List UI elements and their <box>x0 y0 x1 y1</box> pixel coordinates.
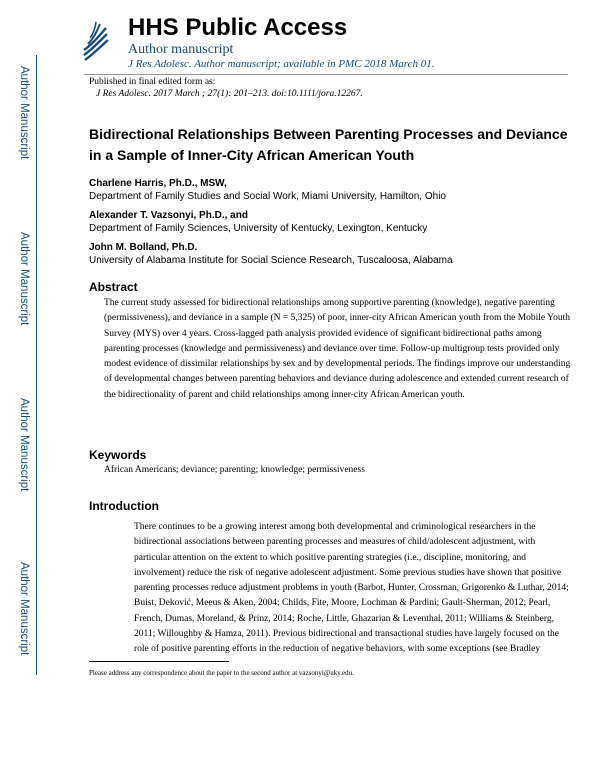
introduction-heading: Introduction <box>89 499 159 513</box>
hhs-title: HHS Public Access <box>128 14 348 41</box>
article-title: Bidirectional Relationships Between Parenting Processes and Deviance in a Sample of Inner-City African American Youth <box>89 126 568 163</box>
keywords-heading: Keywords <box>89 448 147 462</box>
sidebar-label: Author Manuscript <box>18 66 30 160</box>
journal-availability: J Res Adolesc. Author manuscript; available in PMC 2018 March 01. <box>128 58 435 70</box>
hhs-eagle-logo-icon <box>80 20 110 62</box>
sidebar-label: Author Manuscript <box>18 232 30 326</box>
abstract-text: The current study assessed for bidirectional relationships among supportive parenting (knowledge), negative parenting (permissiveness), and deviance in a sample (N = 5,325) of poor, inner-city African American youth from the Mobile Youth Survey (MYS) over 4 years. Cross-lagged path analysis provided evidence of significant bidirectional paths among parenting processes (knowledge and permissiveness) and deviance over time. Follow-up multigroup tests provided only modest evidence of dissimilar relationships by sex and by developmental periods. The findings improve our understanding of developmental changes between parenting behaviors and deviance during adolescence and extended current research of the bidirectionality of parent and child relationships among inner-city African American youth. <box>104 298 571 400</box>
citation: J Res Adolesc. 2017 March ; 27(1): 201–213. doi:10.1111/jora.12267. <box>96 89 363 99</box>
introduction-text: There continues to be a growing interest among both developmental and criminological researchers in the bidirectional associations between parenting processes and measures of child/adolescent adjustment, with particular attention on the extent to which positive parenting strategies (i.e., discipline, monitoring, and involvement) reduce the risk of negative adolescent adjustment. Some previous studies have shown that positive parenting processes reduce adjustment problems in youth (Barbot, Hunter, Crossman, Grigorenko & Luthar, 2014; Buist, Deković, Meeus & Aken, 2004; Childs, Fite, Moore, Lochman & Pardini; Gault-Sherman, 2012; Pearl, French, Dumas, Moreland, & Prinz, 2014; Roche, Little, Ghazarian & Leventhal, 2011; Williams & Steinberg, 2011; Willoughby & Hamza, 2011). Previous bidirectional and transactional studies have largely focused on the role of positive parenting efforts in the reduction of negative behaviors, with some exceptions (see Bradley <box>134 522 569 655</box>
abstract-heading: Abstract <box>89 280 138 294</box>
author-affiliation: Department of Family Sciences, University of Kentucky, Lexington, Kentucky <box>89 223 428 234</box>
keywords-list: African Americans; deviance; parenting; knowledge; permissiveness <box>104 465 365 475</box>
author-name: John M. Bolland, Ph.D. <box>89 242 198 253</box>
header-rule <box>84 74 568 75</box>
manuscript-label: Author manuscript <box>128 42 234 57</box>
footnote: Please address any correspondence about the paper to the second author at vazsonyi@uky.edu. <box>89 669 354 677</box>
sidebar-label: Author Manuscript <box>18 398 30 492</box>
author-affiliation: University of Alabama Institute for Social Science Research, Tuscaloosa, Alabama <box>89 255 453 266</box>
sidebar-label: Author Manuscript <box>18 562 30 656</box>
sidebar-divider <box>36 55 37 675</box>
author-name: Charlene Harris, Ph.D., MSW, <box>89 178 227 189</box>
footnote-rule <box>89 661 229 662</box>
author-affiliation: Department of Family Studies and Social Work, Miami University, Hamilton, Ohio <box>89 191 446 202</box>
published-label: Published in final edited form as: <box>89 77 216 87</box>
author-name: Alexander T. Vazsonyi, Ph.D., and <box>89 210 248 221</box>
